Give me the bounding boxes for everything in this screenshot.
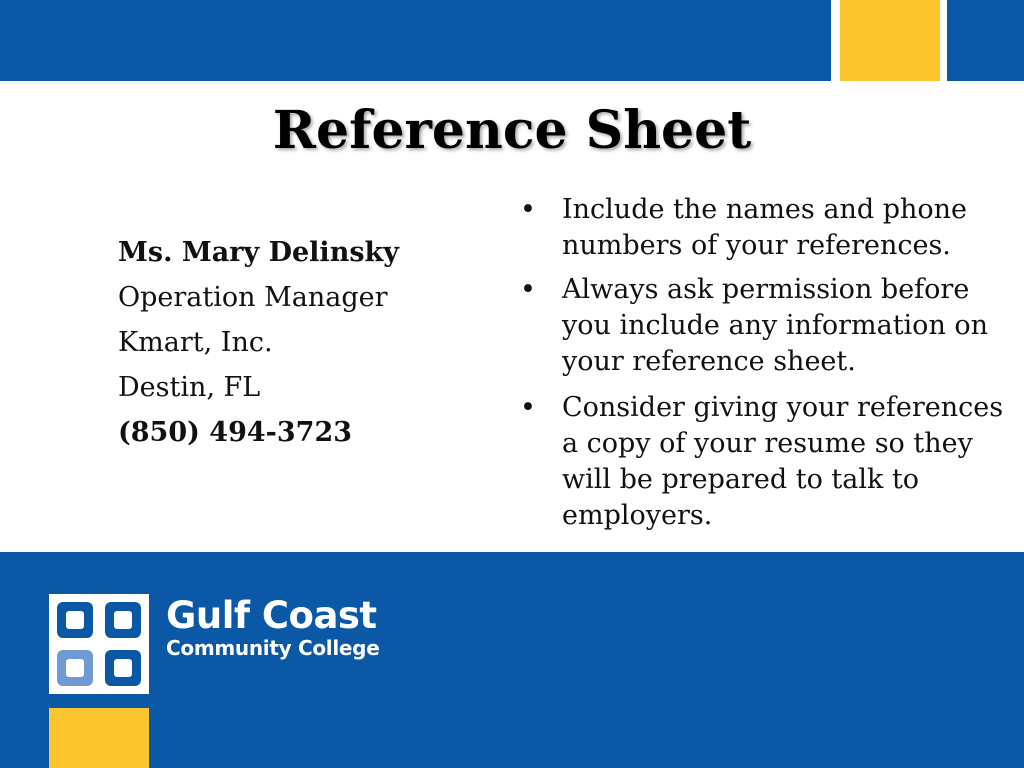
tip-text: Consider giving your references a copy of your resume so they will be prepared to talk to employers. bbox=[562, 392, 1004, 531]
reference-company: Kmart, Inc. bbox=[118, 327, 273, 358]
bullet-icon: • bbox=[520, 194, 536, 225]
reference-location: Destin, FL bbox=[118, 372, 261, 403]
header-yellow-block bbox=[840, 0, 940, 81]
college-logo-wordmark bbox=[166, 596, 379, 660]
header-blue-right-block bbox=[947, 0, 1024, 81]
logo-line-1: Gulf Coast bbox=[166, 594, 377, 637]
college-logo-icon bbox=[49, 594, 149, 694]
header-blue-block bbox=[0, 0, 831, 81]
tips-list bbox=[520, 192, 1010, 542]
footer-band bbox=[0, 552, 1024, 768]
slide-title: Reference Sheet bbox=[272, 100, 752, 161]
footer-yellow-block bbox=[49, 708, 149, 768]
bullet-icon: • bbox=[520, 274, 536, 305]
tip-item bbox=[520, 192, 1010, 264]
reference-phone: (850) 494-3723 bbox=[118, 417, 353, 448]
header-band bbox=[0, 0, 1024, 82]
reference-name: Ms. Mary Delinsky bbox=[118, 237, 399, 268]
bullet-icon: • bbox=[520, 392, 536, 423]
reference-position: Operation Manager bbox=[118, 282, 388, 313]
tip-text: Include the names and phone numbers of your references. bbox=[562, 194, 967, 261]
reference-contact-block bbox=[118, 230, 399, 455]
tip-item bbox=[520, 272, 1010, 380]
logo-line-2: Community College bbox=[166, 636, 380, 660]
tip-item bbox=[520, 390, 1010, 534]
tip-text: Always ask permission before you include any information on your reference sheet. bbox=[562, 274, 989, 377]
